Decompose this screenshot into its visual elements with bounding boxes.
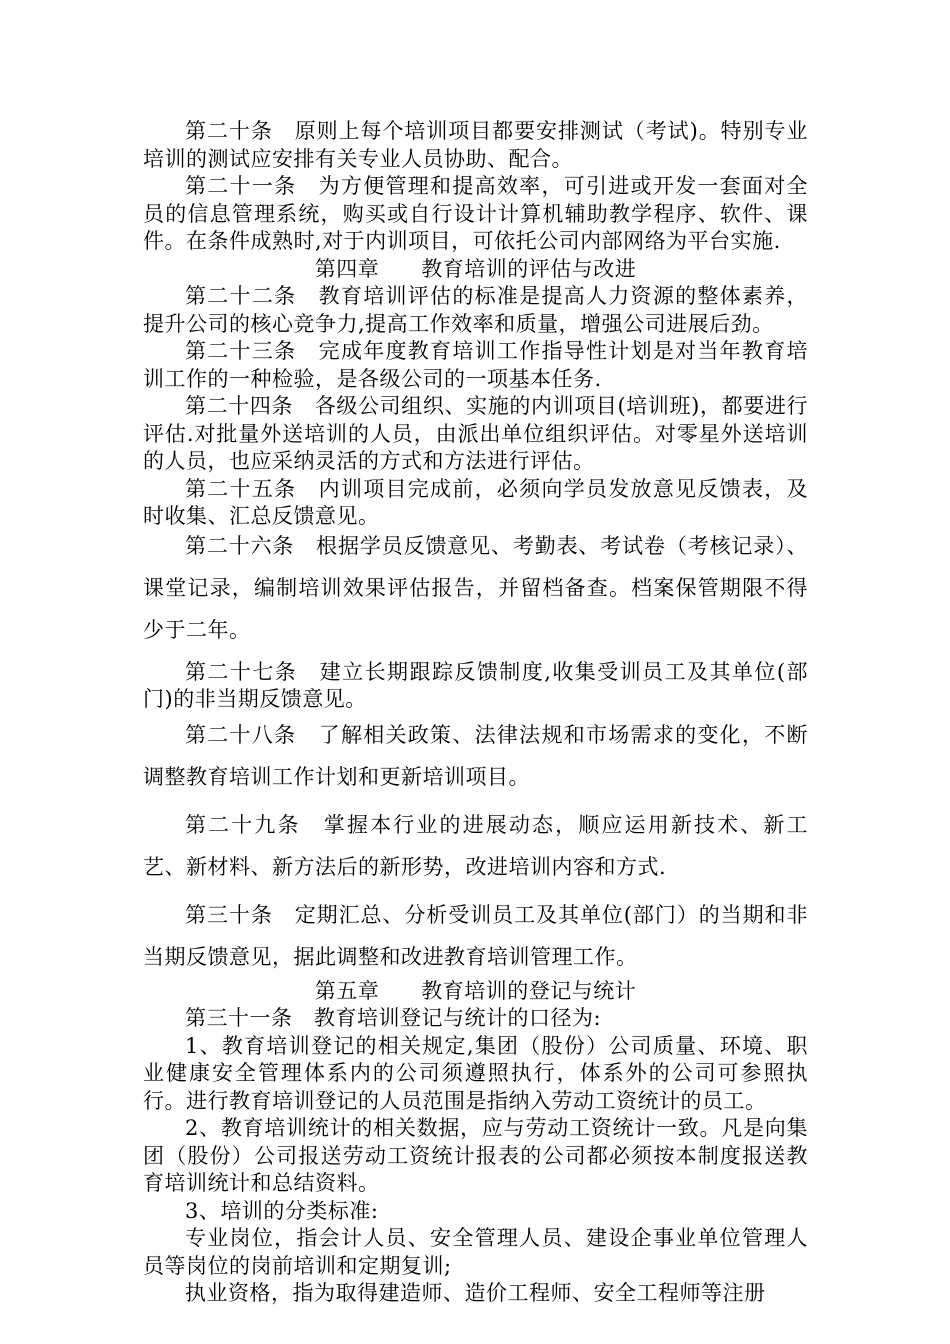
clause-3: 3、培训的分类标准: — [185, 1198, 379, 1223]
category-practice-qualification: 执业资格，指为取得建造师、造价工程师、安全工程师等注册 — [185, 1281, 766, 1305]
chapter-4-title: 教育培训的评估与改进 — [421, 256, 637, 281]
chapter-4-heading — [143, 256, 808, 284]
article-25: 第二十五条 内训项目完成前，必须向学员发放意见反馈表，及时收集、汇总反馈意见。 — [143, 476, 808, 528]
chapter-4-number: 第四章 — [314, 256, 380, 281]
article-31: 第三十一条 教育培训登记与统计的口径为: — [185, 1006, 602, 1030]
chapter-5-heading — [143, 978, 808, 1006]
chapter-5-title: 教育培训的登记与统计 — [421, 978, 637, 1003]
chapter-5-number: 第五章 — [314, 978, 380, 1003]
article-22: 第二十二条 教育培训评估的标准是提高人力资源的整体素养，提升公司的核心竞争力,提高工作效率和质量，增强公司进展后劲。 — [143, 284, 808, 336]
clause-1: 1、教育培训登记的相关规定,集团（股份）公司质量、环境、职业健康安全管理体系内的公司须遵照执行，体系外的公司可参照执行。进行教育培训登记的人员范围是指纳入劳动工资统计的员工。 — [143, 1033, 808, 1113]
article-23: 第二十三条 完成年度教育培训工作指导性计划是对当年教育培训工作的一种检验，是各级公司的一项基本任务. — [143, 339, 808, 391]
article-29: 第二十九条 掌握本行业的进展动态，顺应运用新技术、新工艺、新材料、新方法后的新形势，改进培训内容和方式. — [143, 812, 808, 879]
article-21: 第二十一条 为方便管理和提高效率，可引进或开发一套面对全员的信息管理系统，购买或自行设计计算机辅助教学程序、软件、课件。在条件成熟时,对于内训项目，可依托公司内部网络为平台实施. — [143, 174, 808, 253]
article-20: 第二十条 原则上每个培训项目都要安排测试（考试)。特别专业培训的测试应安排有关专业人员协助、配合。 — [143, 119, 808, 171]
article-24: 第二十四条 各级公司组织、实施的内训项目(培训班)，都要进行评估.对批量外送培训的人员，由派出单位组织评估。对零星外送培训的人员，也应采纳灵活的方式和方法进行评估。 — [143, 394, 808, 473]
article-28: 第二十八条 了解相关政策、法律法规和市场需求的变化，不断调整教育培训工作计划和更新培训项目。 — [143, 722, 808, 789]
document-page — [143, 118, 808, 1308]
article-26: 第二十六条 根据学员反馈意见、考勤表、考试卷（考核记录）、课堂记录，编制培训效果评估报告，并留档备查。档案保管期限不得少于二年。 — [143, 533, 808, 642]
clause-2: 2、教育培训统计的相关数据，应与劳动工资统计一致。凡是向集团（股份）公司报送劳动工资统计报表的公司都必须按本制度报送教育培训统计和总结资料。 — [143, 1116, 808, 1195]
article-30: 第三十条 定期汇总、分析受训员工及其单位(部门）的当期和非当期反馈意见，据此调整和改进教育培训管理工作。 — [143, 902, 808, 969]
article-27: 第二十七条 建立长期跟踪反馈制度,收集受训员工及其单位(部门)的非当期反馈意见。 — [143, 659, 808, 711]
category-professional-post: 专业岗位，指会计人员、安全管理人员、建设企事业单位管理人员等岗位的岗前培训和定期复训; — [143, 1226, 808, 1278]
